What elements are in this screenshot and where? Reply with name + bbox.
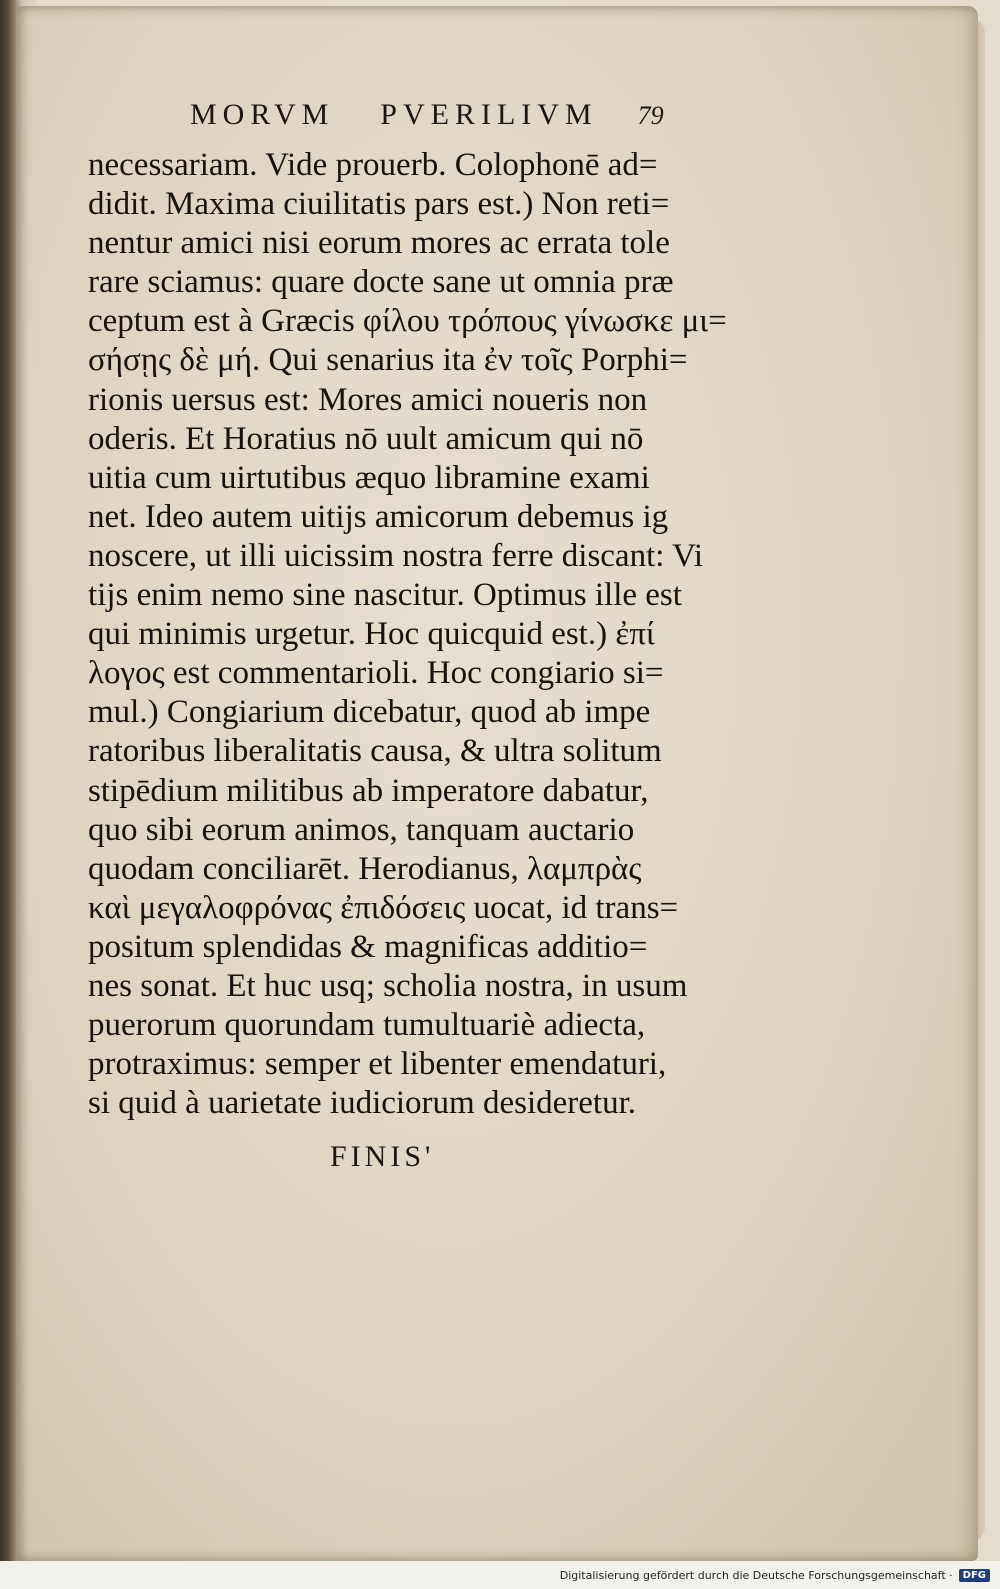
body-text xyxy=(88,146,748,1123)
text-line: ratoribus liberalitatis causa, & ultra solitum xyxy=(88,733,662,770)
page-number: 79 xyxy=(637,101,664,130)
text-line: positum splendidas & magnificas additio= xyxy=(88,928,648,965)
text-line: καὶ μεγαλοφρόνας ἐπιδόσεις uocat, id trans= xyxy=(88,889,679,926)
credit-text: Digitalisierung gefördert durch die Deutsche Forschungsgemeinschaft · xyxy=(559,1568,953,1582)
text-line: protraximus: semper et libenter emendaturi, xyxy=(88,1046,667,1083)
text-line: qui minimis urgetur. Hoc quicquid est.) ἐπί xyxy=(88,616,655,653)
finis-mark: FINIS' xyxy=(330,1140,435,1173)
running-head-left: MORVM xyxy=(190,98,335,131)
text-line: puerorum quorundam tumultuariè adiecta, xyxy=(88,1007,646,1044)
text-line: nes sonat. Et huc usq; scholia nostra, in usum xyxy=(88,967,688,1004)
text-line: nentur amici nisi eorum mores ac errata tole xyxy=(88,225,670,262)
running-head-right: PVERILIVM xyxy=(380,98,598,131)
text-line: oderis. Et Horatius nō uult amicum qui nō xyxy=(88,420,644,457)
text-line: didit. Maxima ciuilitatis pars est.) Non reti= xyxy=(88,186,670,223)
dfg-logo[interactable]: DFG xyxy=(959,1569,990,1582)
text-line: necessariam. Vide prouerb. Colophonē ad= xyxy=(88,147,658,183)
text-line: quodam conciliarēt. Herodianus, λαμπρὰς xyxy=(88,850,642,887)
text-line: tijs enim nemo sine nascitur. Optimus ille est xyxy=(88,577,682,614)
text-line: rare sciamus: quare docte sane ut omnia præ xyxy=(88,264,674,301)
text-line: quo sibi eorum animos, tanquam auctario xyxy=(88,811,635,848)
text-line: rionis uersus est: Mores amici noueris non xyxy=(88,381,648,418)
text-line: ceptum est à Græcis φίλου τρόπους γίνωσκε μι= xyxy=(88,303,727,340)
running-head xyxy=(190,98,750,142)
text-line: stipēdium militibus ab imperatore dabatur, xyxy=(88,772,649,809)
text-line: net. Ideo autem uitijs amicorum debemus ig xyxy=(88,498,669,535)
text-line: σήσῃς δὲ μή. Qui senarius ita ἐν τοῖς Porphi= xyxy=(88,342,688,379)
text-line: λογος est commentarioli. Hoc congiario si= xyxy=(88,655,664,692)
digitization-credit xyxy=(560,1564,990,1586)
text-line: noscere, ut illi uicissim nostra ferre discant: Vi xyxy=(88,537,704,574)
text-line: uitia cum uirtutibus æquo libramine exami xyxy=(88,459,650,496)
text-line: mul.) Congiarium dicebatur, quod ab impe xyxy=(88,694,651,731)
text-line: si quid à uarietate iudiciorum desideretur. xyxy=(88,1085,636,1122)
